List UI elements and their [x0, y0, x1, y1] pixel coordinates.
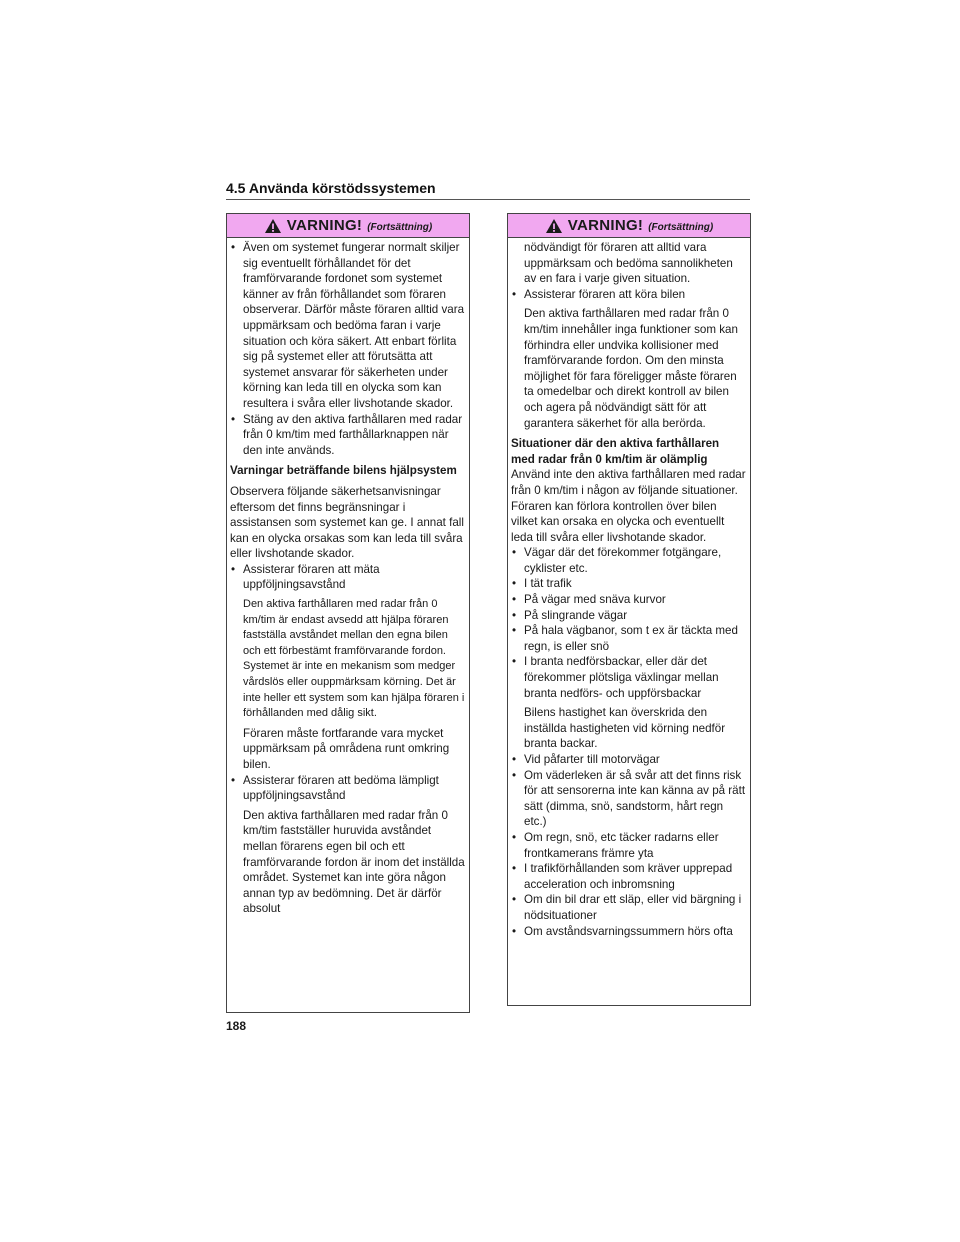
section-header: 4.5 Använda körstödssystemen: [226, 180, 436, 196]
bullet-item: • Vägar där det förekommer fotgängare, cyklister etc.: [511, 545, 746, 576]
page-number: 188: [226, 1019, 247, 1033]
warning-header: [227, 214, 469, 238]
bullet-item: • Om avståndsvarningssummern hörs ofta: [511, 924, 746, 940]
bullet-item: • Om väderleken är så svår att det finns risk för att sensorerna inte kan känna av på rätt sätt (dimma, snö, sandstorm, hårt regn etc.): [511, 768, 746, 830]
warning-continued: (Fortsättning): [367, 222, 433, 233]
bullet-item: • Stäng av den aktiva farthållaren med radar från 0 km/tim med farthållarknappen när den inte används.: [230, 412, 465, 459]
warning-box-left: [226, 213, 470, 1013]
sub-paragraph: Bilens hastighet kan överskrida den inställda hastigheten vid körning nedför branta backar.: [524, 706, 726, 751]
paragraph: Använd inte den aktiva farthållaren med radar från 0 km/tim i någon av följande situationer. Föraren kan förlora kontrollen över bilen vilket kan orsaka en olycka och eventuellt leda till svåra eller livshotande skador.: [511, 468, 746, 544]
continued-text: nödvändigt för föraren att alltid vara uppmärksam och bedöma sannolikheten av en fara i varje given situation.: [524, 241, 733, 286]
section-rule: [226, 199, 750, 200]
subheading: Varningar beträffande bilens hjälpsystem: [230, 464, 457, 478]
bullet-item: • I branta nedförsbackar, eller där det förekommer plötsliga växlingar mellan branta nedförs- och uppförsbackar: [511, 654, 746, 701]
paragraph: Observera följande säkerhetsanvisningar eftersom det finns begränsningar i assistansen som systemet kan ge. I annat fall kan en olycka orsakas som kan leda till svåra eller livshotande skador.: [230, 484, 464, 561]
bullet-item: • Om din bil drar ett släp, eller vid bärgning i nödsituationer: [511, 892, 746, 923]
warning-box-right: [507, 213, 751, 1006]
bullet-item: • I trafikförhållanden som kräver upprepad acceleration och inbromsning: [511, 861, 746, 892]
bullet-item: • Assisterar föraren att mäta uppföljningsavstånd: [230, 562, 465, 593]
subheading: Situationer där den aktiva farthållaren med radar från 0 km/tim är olämplig: [511, 437, 720, 466]
bullet-item: • Vid påfarter till motorvägar: [511, 752, 746, 768]
bullet-item: • Assisterar föraren att köra bilen: [511, 287, 746, 303]
bullet-item: • Assisterar föraren att bedöma lämpligt uppföljningsavstånd: [230, 773, 465, 804]
warning-title: VARNING!: [567, 217, 644, 234]
warning-triangle-icon: [545, 218, 563, 234]
warning-triangle-icon: [264, 218, 282, 234]
warning-continued: (Fortsättning): [648, 222, 714, 233]
bullet-item: • Om regn, snö, etc täcker radarns eller frontkamerans främre yta: [511, 830, 746, 861]
bullet-item: • På hala vägbanor, som t ex är täckta med regn, is eller snö: [511, 623, 746, 654]
sub-paragraph: Den aktiva farthållaren med radar från 0 km/tim är endast avsedd att hjälpa föraren fastställa avståndet mellan den egna bilen och ett förbestämt framförvarande fordon. Systemet är inte en mekanism som medger vårdslös eller ouppmärksam körning. Det är inte heller ett system som kan hjälpa föraren i förhållanden med dålig sikt.: [243, 598, 465, 720]
warning-header: [508, 214, 750, 238]
bullet-item: • I tät trafik: [511, 576, 746, 592]
warning-title: VARNING!: [286, 217, 363, 234]
warning-content: [508, 238, 750, 939]
bullet-item: • Även om systemet fungerar normalt skiljer sig eventuellt förhållandet för det framförvarande fordonet som systemet känner av från förhållandet som föraren observerar. Därför måste föraren alltid vara uppmärksam och bedöma faran i varje situation och köra säkert. Att enbart förlita sig på systemet eller att förutsätta att systemet ansvarar för säkerheten under körning kan leda till en olycka som kan resultera i svåra eller livshotande skador.: [230, 240, 465, 412]
sub-paragraph: Den aktiva farthållaren med radar från 0 km/tim fastställer huruvida avståndet mellan förarens egen bil och ett framförvarande fordon är inom det inställda området. Systemet kan inte göra någon annan typ av bedömning. Det är därför absolut: [243, 808, 465, 916]
sub-paragraph: Föraren måste fortfarande vara mycket uppmärksam på områdena runt omkring bilen.: [243, 726, 450, 771]
warning-content: [227, 238, 469, 917]
sub-paragraph: Den aktiva farthållaren med radar från 0 km/tim innehåller inga funktioner som kan förhindra eller undvika kollisioner med framförvarande fordon. Om den minsta möjlighet för fara föreligger måste föraren ta omedelbar och direkt kontroll av bilen och agera på nödvändigt sätt för att garantera säkerhet för alla berörda.: [524, 307, 738, 430]
bullet-item: • På slingrande vägar: [511, 608, 746, 624]
bullet-item: • På vägar med snäva kurvor: [511, 592, 746, 608]
